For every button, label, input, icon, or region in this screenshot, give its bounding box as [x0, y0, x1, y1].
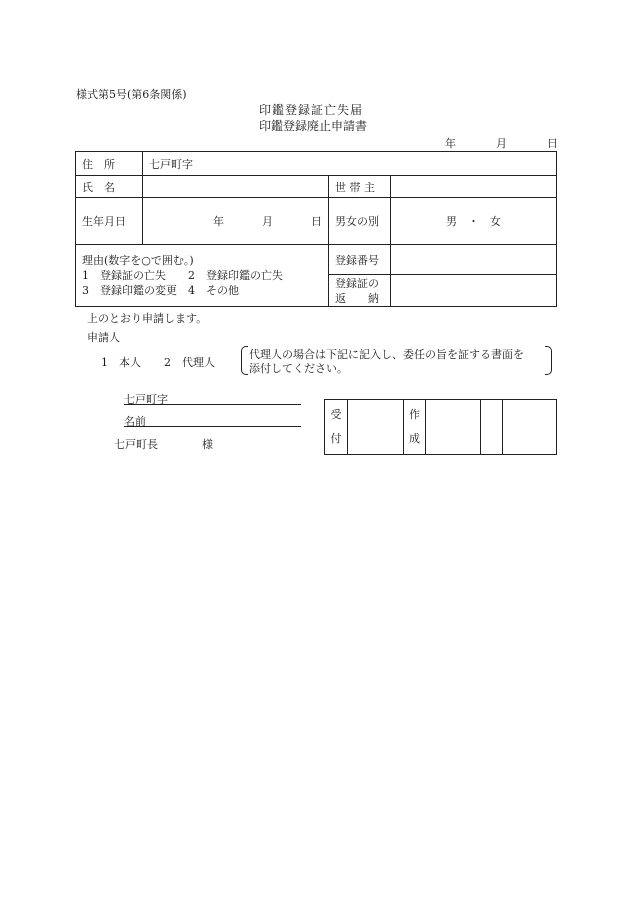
- date-line: [445, 135, 556, 151]
- stamp-field-extra[interactable]: [481, 400, 503, 455]
- return-label-2: 返 納: [335, 291, 379, 305]
- office-stamp-table: [324, 399, 557, 455]
- address-value: 七戸町字: [149, 157, 193, 171]
- form-number: 様式第5号(第6条関係): [76, 88, 187, 101]
- received-label: [325, 400, 348, 455]
- reason-cell[interactable]: [76, 245, 329, 307]
- birth-day: 日: [311, 215, 322, 228]
- birth-year: 年: [213, 215, 224, 228]
- proxy-note-1: 代理人の場合は下記に記入し、委任の旨を証する書面を: [249, 348, 524, 361]
- proxy-name-label: 名前: [124, 415, 146, 428]
- birthdate-label: 生年月日: [82, 215, 126, 228]
- birthdate-field[interactable]: [143, 198, 329, 245]
- applicant-option-proxy[interactable]: 2 代理人: [164, 356, 215, 369]
- birth-month: 月: [262, 215, 273, 228]
- form-title-1: 印鑑登録証亡失届: [259, 103, 364, 117]
- sex-field[interactable]: [391, 198, 557, 245]
- proxy-address-line[interactable]: [124, 404, 301, 405]
- reg-number-field[interactable]: [391, 245, 557, 275]
- created-label: [404, 400, 426, 455]
- householder-field[interactable]: [391, 176, 557, 198]
- reason-line-2: 3 登録印鑑の変更 4 その他: [82, 284, 239, 297]
- addressee: 七戸町長 様: [114, 438, 213, 451]
- application-table: [75, 151, 557, 307]
- proxy-note-2: 添付してください。: [249, 362, 348, 375]
- reason-line-1: 1 登録証の亡失 2 登録印鑑の亡失: [82, 269, 283, 282]
- reg-number-label: 登録番号: [335, 253, 379, 267]
- created-field[interactable]: [426, 400, 481, 455]
- address-label: 住 所: [82, 157, 115, 171]
- created-char-1: 作: [409, 408, 420, 421]
- created-char-2: 成: [409, 432, 420, 445]
- applicant-label: 申請人: [87, 331, 120, 344]
- proxy-address-label: 七戸町字: [124, 393, 168, 406]
- date-day: 日: [547, 137, 558, 150]
- received-field[interactable]: [348, 400, 404, 455]
- sex-value: 男 ・ 女: [446, 215, 501, 228]
- date-year: 年: [445, 137, 456, 150]
- stamp-field-last[interactable]: [503, 400, 557, 455]
- return-label-1: 登録証の: [335, 276, 379, 290]
- statement: 上のとおり申請します。: [87, 312, 208, 325]
- form-title-2: 印鑑登録廃止申請書: [259, 119, 368, 133]
- name-label: 氏 名: [82, 180, 115, 194]
- address-field[interactable]: [143, 152, 557, 176]
- applicant-option-self[interactable]: 1 本人: [101, 356, 141, 369]
- received-char-2: 付: [330, 432, 342, 445]
- received-char-1: 受: [330, 408, 342, 421]
- householder-label: 世 帯 主: [335, 180, 375, 194]
- right-bracket: [545, 346, 552, 375]
- date-month: 月: [496, 137, 507, 150]
- address-label-cell: [76, 152, 143, 176]
- name-field[interactable]: [143, 176, 329, 198]
- sex-label: 男女の別: [335, 215, 379, 228]
- reason-title: 理由(数字を○で囲む。): [82, 254, 194, 267]
- return-field[interactable]: [391, 275, 557, 307]
- left-bracket: [241, 346, 248, 375]
- proxy-name-line[interactable]: [124, 426, 301, 427]
